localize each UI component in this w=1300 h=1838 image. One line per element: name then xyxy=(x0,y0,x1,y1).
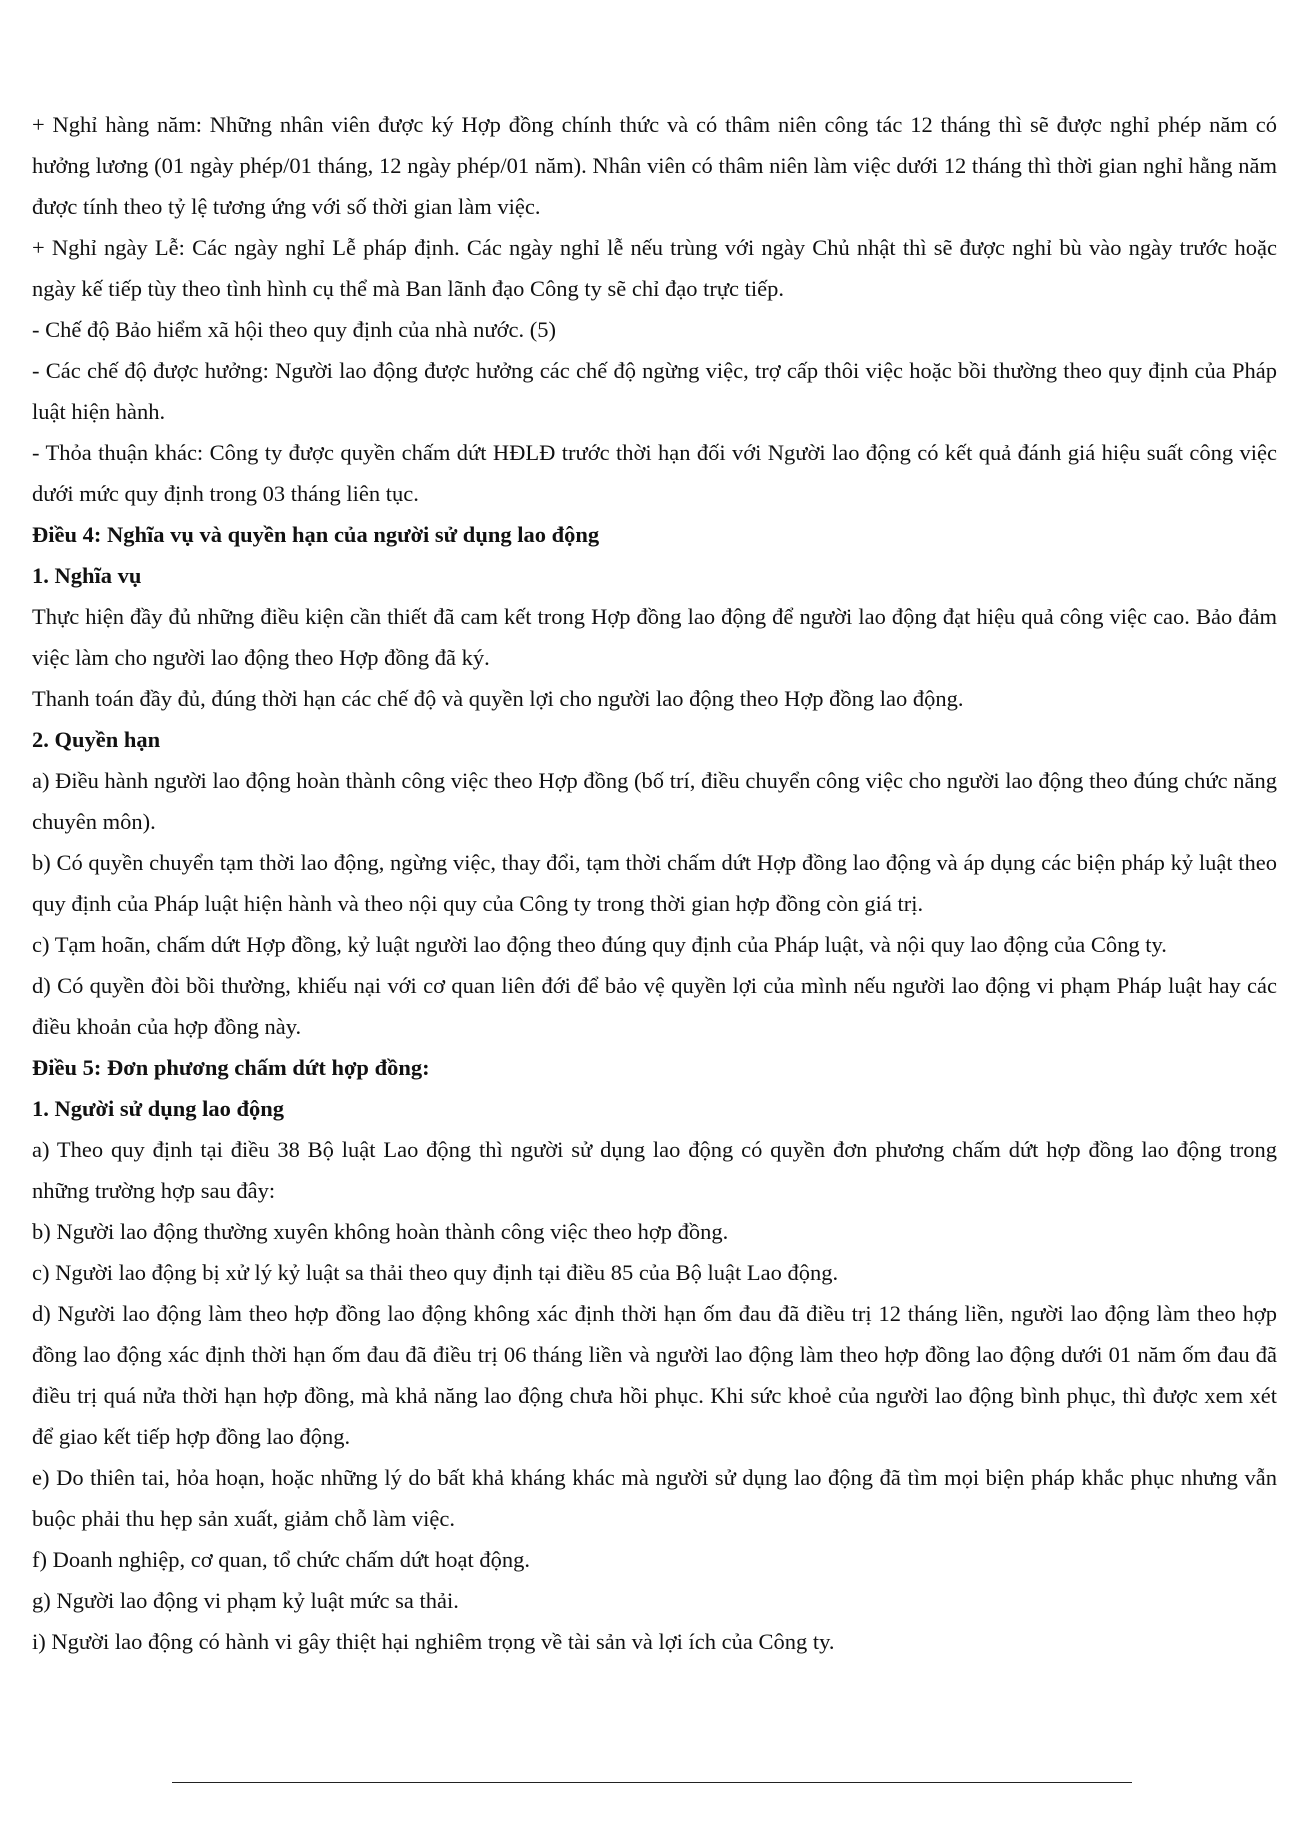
paragraph-obligation-conditions: Thực hiện đầy đủ những điều kiện cần thiết đã cam kết trong Hợp đồng lao động để người lao động đạt hiệu quả công việc cao. Bảo đảm việc làm cho người lao động theo Hợp đồng đã ký. xyxy=(32,604,1277,670)
paragraph-other-agreements: - Thỏa thuận khác: Công ty được quyền chấm dứt HĐLĐ trước thời hạn đối với Người lao động có kết quả đánh giá hiệu suất công việc dưới mức quy định trong 03 tháng liên tục. xyxy=(32,440,1277,506)
paragraph-termination-f: f) Doanh nghiệp, cơ quan, tổ chức chấm dứt hoạt động. xyxy=(32,1547,531,1572)
paragraph-social-insurance: - Chế độ Bảo hiểm xã hội theo quy định của nhà nước. (5) xyxy=(32,317,556,342)
paragraph-termination-b: b) Người lao động thường xuyên không hoàn thành công việc theo hợp đồng. xyxy=(32,1219,729,1244)
paragraph-termination-g: g) Người lao động vi phạm kỷ luật mức sa thải. xyxy=(32,1588,459,1613)
paragraph-obligation-payment: Thanh toán đầy đủ, đúng thời hạn các chế độ và quyền lợi cho người lao động theo Hợp đồng lao động. xyxy=(32,686,964,711)
heading-article-5: Điều 5: Đơn phương chấm dứt hợp đồng: xyxy=(32,1055,430,1080)
subheading-obligations: 1. Nghĩa vụ xyxy=(32,563,142,588)
paragraph-right-c: c) Tạm hoãn, chấm dứt Hợp đồng, kỷ luật người lao động theo đúng quy định của Pháp luật, và nội quy lao động của Công ty. xyxy=(32,932,1167,957)
paragraph-public-holidays: + Nghỉ ngày Lễ: Các ngày nghỉ Lễ pháp định. Các ngày nghỉ lễ nếu trùng với ngày Chủ nhật thì sẽ được nghỉ bù vào ngày trước hoặc ngày kế tiếp tùy theo tình hình cụ thể mà Ban lãnh đạo Công ty sẽ chỉ đạo trực tiếp. xyxy=(32,235,1277,301)
paragraph-termination-c: c) Người lao động bị xử lý kỷ luật sa thải theo quy định tại điều 85 của Bộ luật Lao động. xyxy=(32,1260,839,1285)
paragraph-right-a: a) Điều hành người lao động hoàn thành công việc theo Hợp đồng (bố trí, điều chuyển công việc cho người lao động theo đúng chức năng chuyên môn). xyxy=(32,768,1277,834)
paragraph-termination-e: e) Do thiên tai, hỏa hoạn, hoặc những lý do bất khả kháng khác mà người sử dụng lao động đã tìm mọi biện pháp khắc phục nhưng vẫn buộc phải thu hẹp sản xuất, giảm chỗ làm việc. xyxy=(32,1465,1277,1531)
paragraph-right-d: d) Có quyền đòi bồi thường, khiếu nại với cơ quan liên đới để bảo vệ quyền lợi của mình nếu người lao động vi phạm Pháp luật hay các điều khoản của hợp đồng này. xyxy=(32,973,1277,1039)
document-body xyxy=(32,104,1277,1662)
paragraph-right-b: b) Có quyền chuyển tạm thời lao động, ngừng việc, thay đổi, tạm thời chấm dứt Hợp đồng lao động và áp dụng các biện pháp kỷ luật theo quy định của Pháp luật hiện hành và theo nội quy của Công ty trong thời gian hợp đồng còn giá trị. xyxy=(32,850,1277,916)
subheading-rights: 2. Quyền hạn xyxy=(32,727,161,752)
paragraph-termination-i: i) Người lao động có hành vi gây thiệt hại nghiêm trọng về tài sản và lợi ích của Công ty. xyxy=(32,1629,835,1654)
paragraph-termination-d: d) Người lao động làm theo hợp đồng lao động không xác định thời hạn ốm đau đã điều trị 12 tháng liền, người lao động làm theo hợp đồng lao động xác định thời hạn ốm đau đã điều trị 06 tháng liền và người lao động làm theo hợp đồng lao động dưới 01 năm ốm đau đã điều trị quá nửa thời hạn hợp đồng, mà khả năng lao động chưa hồi phục. Khi sức khoẻ của người lao động bình phục, thì được xem xét để giao kết tiếp hợp đồng lao động. xyxy=(32,1301,1277,1449)
heading-article-4: Điều 4: Nghĩa vụ và quyền hạn của người sử dụng lao động xyxy=(32,522,600,547)
paragraph-annual-leave: + Nghỉ hàng năm: Những nhân viên được ký Hợp đồng chính thức và có thâm niên công tác 12 tháng thì sẽ được nghỉ phép năm có hưởng lương (01 ngày phép/01 tháng, 12 ngày phép/01 năm). Nhân viên có thâm niên làm việc dưới 12 tháng thì thời gian nghỉ hằng năm được tính theo tỷ lệ tương ứng với số thời gian làm việc. xyxy=(32,112,1277,219)
footer-divider xyxy=(172,1782,1132,1783)
paragraph-entitled-benefits: - Các chế độ được hưởng: Người lao động được hưởng các chế độ ngừng việc, trợ cấp thôi việc hoặc bồi thường theo quy định của Pháp luật hiện hành. xyxy=(32,358,1277,424)
subheading-employer: 1. Người sử dụng lao động xyxy=(32,1096,285,1121)
paragraph-termination-a: a) Theo quy định tại điều 38 Bộ luật Lao động thì người sử dụng lao động có quyền đơn phương chấm dứt hợp đồng lao động trong những trường hợp sau đây: xyxy=(32,1137,1277,1203)
